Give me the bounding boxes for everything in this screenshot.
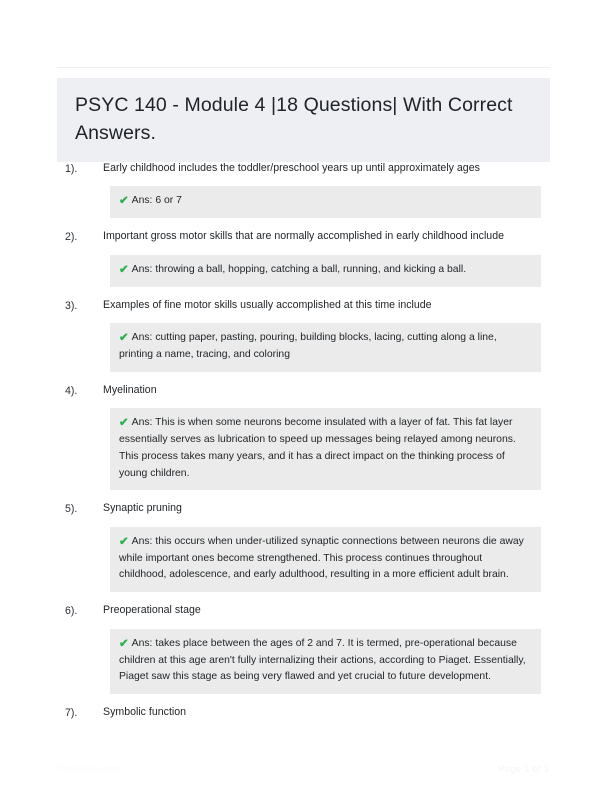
check-icon: ✔ (119, 331, 129, 344)
answer-box (110, 629, 541, 695)
check-icon: ✔ (119, 637, 129, 650)
question-item (0, 500, 606, 592)
question-number: 7). (65, 707, 78, 720)
answer-content (119, 262, 530, 279)
question-row (0, 160, 606, 177)
question-text: Myelination (103, 383, 157, 396)
question-number: 2). (65, 231, 78, 244)
check-icon: ✔ (119, 195, 129, 208)
question-item (0, 297, 606, 372)
answer-text: Ans: cutting paper, pasting, pouring, building blocks, lacing, cutting along a line, printing a name, tracing, and coloring (119, 331, 497, 360)
question-number: 5). (65, 503, 78, 516)
question-text: Examples of fine motor skills usually accomplished at this time include (103, 298, 432, 311)
question-row (0, 602, 606, 619)
footer-watermark: PaperStic.com (57, 764, 122, 775)
answer-content (119, 330, 530, 364)
question-text: Preoperational stage (103, 604, 201, 617)
question-text: Symbolic function (103, 706, 187, 719)
question-item (0, 228, 606, 286)
question-number: 3). (65, 299, 78, 312)
check-icon: ✔ (119, 417, 129, 429)
answer-text: Ans: this occurs when under-utilized synaptic connections between neurons die away while important ones become strengthened. This process continues throughout childhood, adolescence, and early adulthood, resulting in a more efficient adult brain. (119, 535, 524, 581)
page-title: PSYC 140 - Module 4 |18 Questions| With Correct Answers. (75, 94, 513, 144)
question-number: 4). (65, 384, 78, 397)
check-icon: ✔ (119, 263, 129, 276)
answer-box (110, 527, 541, 593)
question-row (0, 228, 606, 245)
check-icon: ✔ (119, 535, 129, 548)
question-row (0, 704, 606, 721)
document-title-band (57, 78, 550, 162)
answer-content (119, 636, 530, 687)
answer-box (110, 255, 541, 287)
header-divider (57, 67, 550, 68)
question-row (0, 500, 606, 517)
page-footer (0, 762, 606, 782)
answer-content (119, 193, 530, 210)
answer-box (110, 186, 541, 218)
answer-text: Ans: 6 or 7 (131, 195, 182, 207)
question-item (0, 602, 606, 694)
answer-text: Ans: throwing a ball, hopping, catching a ball, running, and kicking a ball. (131, 263, 467, 275)
question-text: Synaptic pruning (103, 502, 182, 515)
answer-content (119, 415, 530, 482)
footer-page-number: Page 1 of 3 (498, 764, 549, 775)
question-row (0, 382, 606, 399)
question-item (0, 160, 606, 218)
question-number: 1). (65, 163, 78, 175)
answer-text: Ans: takes place between the ages of 2 and 7. It is termed, pre-operational because children at this age aren't fully internalizing their actions, according to Piaget. Essentially, Piaget saw this stage as being very flawed and yet crucial to future development. (119, 637, 526, 683)
question-text: Early childhood includes the toddler/preschool years up until approximately ages (103, 162, 480, 174)
answer-content (119, 534, 530, 585)
answer-box (110, 323, 541, 372)
question-list (0, 160, 606, 732)
question-text: Important gross motor skills that are normally accomplished in early childhood include (103, 230, 504, 243)
answer-text: Ans: This is when some neurons become insulated with a layer of fat. This fat layer essentially serves as lubrication to speed up messages being relayed among neurons. This process takes many years, and it has a direct impact on the thinking process of young children. (119, 417, 516, 479)
question-row (0, 297, 606, 314)
question-item (0, 382, 606, 491)
question-number: 6). (65, 605, 78, 618)
question-item (0, 704, 606, 721)
answer-box (110, 408, 541, 490)
